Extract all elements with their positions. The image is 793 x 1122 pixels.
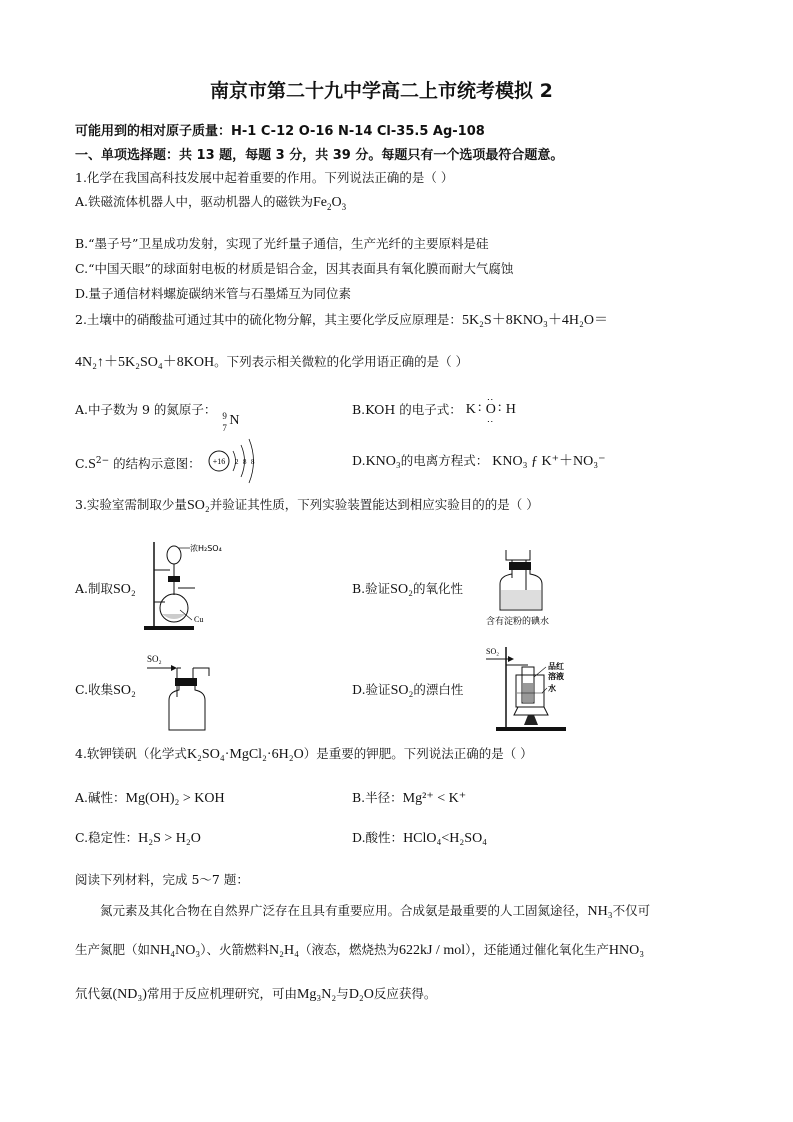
q1-option-a: A.铁磁流体机器人中，驱动机器人的磁铁为$Fe_2O_3$ — [75, 194, 347, 212]
shell-1-count: 2 — [235, 458, 239, 466]
reading-paragraph-line2: 生产氮肥（如NH₄NO₃）、火箭燃料N₂H₄（液态，燃烧热为622kJ / mol），还能通过催化氧化生产HNO₃ — [75, 942, 645, 958]
q1-option-d: D.量子通信材料螺旋碳纳米管与石墨烯互为同位素 — [75, 286, 352, 301]
reading-paragraph-line3: 氘代氨(ND₃)常用于反应机理研究，可由Mg₃N₂与D₂O反应获得。 — [75, 986, 437, 1002]
svg-text:溶液: 溶液 — [548, 672, 564, 681]
svg-text:Cu: Cu — [194, 615, 204, 624]
q2-equation-part2: 4N₂↑＋5K₂SO₄＋8KOH — [75, 355, 215, 370]
q3-option-d: D.验证SO₂的漂白性 — [352, 682, 464, 698]
svg-text:水: 水 — [548, 684, 556, 693]
reading-paragraph-line1: 氮元素及其化合物在自然界广泛存在且具有重要应用。合成氨是最重要的人工固氮途径，NH₃不仅可 — [100, 903, 651, 919]
svg-text:SO₂: SO₂ — [486, 647, 500, 656]
q2-option-b: B.KOH 的电子式： K : O ‥ ‥ : H — [352, 402, 526, 418]
bleaching-test-apparatus — [484, 643, 574, 733]
q1-option-c: C.“中国天眼”的球面射电板的材质是铝合金，因其表面具有氧化膜而耐大气腐蚀 — [75, 261, 514, 276]
q4-option-b: B.半径：Mg²⁺ < K⁺ — [352, 790, 467, 806]
koh-electron-formula: K : O ‥ ‥ : H — [465, 392, 516, 425]
kno3-ionization-equation: KNO₃ ƒ K⁺＋NO₃⁻ — [492, 454, 606, 469]
svg-text:品红: 品红 — [548, 662, 564, 671]
q3-stem: 3.实验室需制取少量SO₂并验证其性质，下列实验装置能达到相应实验目的的是（ ） — [75, 497, 539, 513]
q2-equation-part1: 5K₂S＋8KNO₃＋4H₂O＝ — [461, 313, 609, 328]
shell-2-count: 8 — [243, 458, 247, 466]
reading-intro: 阅读下列材料，完成 5～7 题： — [75, 872, 249, 887]
svg-text:SO₂: SO₂ — [147, 654, 162, 664]
q4-formula: K₂SO₄·MgCl₂·6H₂O — [186, 747, 304, 762]
iodine-water-bottle-apparatus — [482, 548, 572, 628]
q1-option-b: B.“墨子号”卫星成功发射，实现了光纤量子通信，生产光纤的主要原料是硅 — [75, 236, 489, 251]
gas-collection-bottle — [145, 652, 225, 732]
q1-stem: 1.化学在我国高科技发展中起着重要的作用。下列说法正确的是（ ） — [75, 170, 454, 185]
svg-text:+16: +16 — [212, 457, 226, 466]
svg-text:浓H₂SO₄: 浓H₂SO₄ — [190, 544, 222, 553]
page-title: 南京市第二十九中学高二上市统考模拟 2 — [210, 80, 553, 102]
atomic-masses: 可能用到的相对原子质量：H-1 C-12 O-16 N-14 Cl-35.5 Ag-108 — [75, 124, 485, 139]
so2-generator-apparatus — [140, 540, 230, 635]
q2-stem-line2: 4N₂↑＋5K₂SO₄＋8KOH。下列表示相关微粒的化学用语正确的是（ ） — [75, 354, 469, 370]
q4-option-a: A.碱性：Mg(OH)₂ > KOH — [75, 790, 225, 806]
shell-3-count: 8 — [251, 458, 255, 466]
q4-option-d: D.酸性：HClO₄<H₂SO₄ — [352, 830, 488, 846]
q2-option-c: $C.S^{2-}$ 的结构示意图： — [75, 456, 201, 473]
q3-option-c: C.收集SO₂ — [75, 682, 136, 698]
q4-option-c: C.稳定性：H₂S > H₂O — [75, 830, 201, 846]
q2-option-a: A.中子数为 9 的氮原子： 9 7 N — [75, 402, 240, 433]
svg-text:含有淀粉的碘水: 含有淀粉的碘水 — [486, 617, 550, 627]
section-heading: 一、单项选择题：共 13 题，每题 3 分，共 39 分。每题只有一个选项最符合题意。 — [75, 148, 564, 163]
q3-option-b: B.验证SO₂的氧化性 — [352, 581, 463, 597]
q1-a-formula: $Fe_2O_3$ — [313, 195, 347, 212]
q2-stem: 2.土壤中的硝酸盐可通过其中的硫化物分解，其主要化学反应原理是：5K₂S＋8KNO₃＋4H₂O＝ — [75, 312, 609, 328]
q4-stem: 4.软钾镁矾（化学式K₂SO₄·MgCl₂·6H₂O）是重要的钾肥。下列说法正确的是（ ） — [75, 746, 533, 762]
sulfide-ion-structure-diagram — [205, 437, 265, 485]
q2-option-d: D.KNO₃的电离方程式： KNO₃ ƒ K⁺＋NO₃⁻ — [352, 453, 606, 469]
q3-option-a: A.制取SO₂ — [75, 581, 136, 597]
